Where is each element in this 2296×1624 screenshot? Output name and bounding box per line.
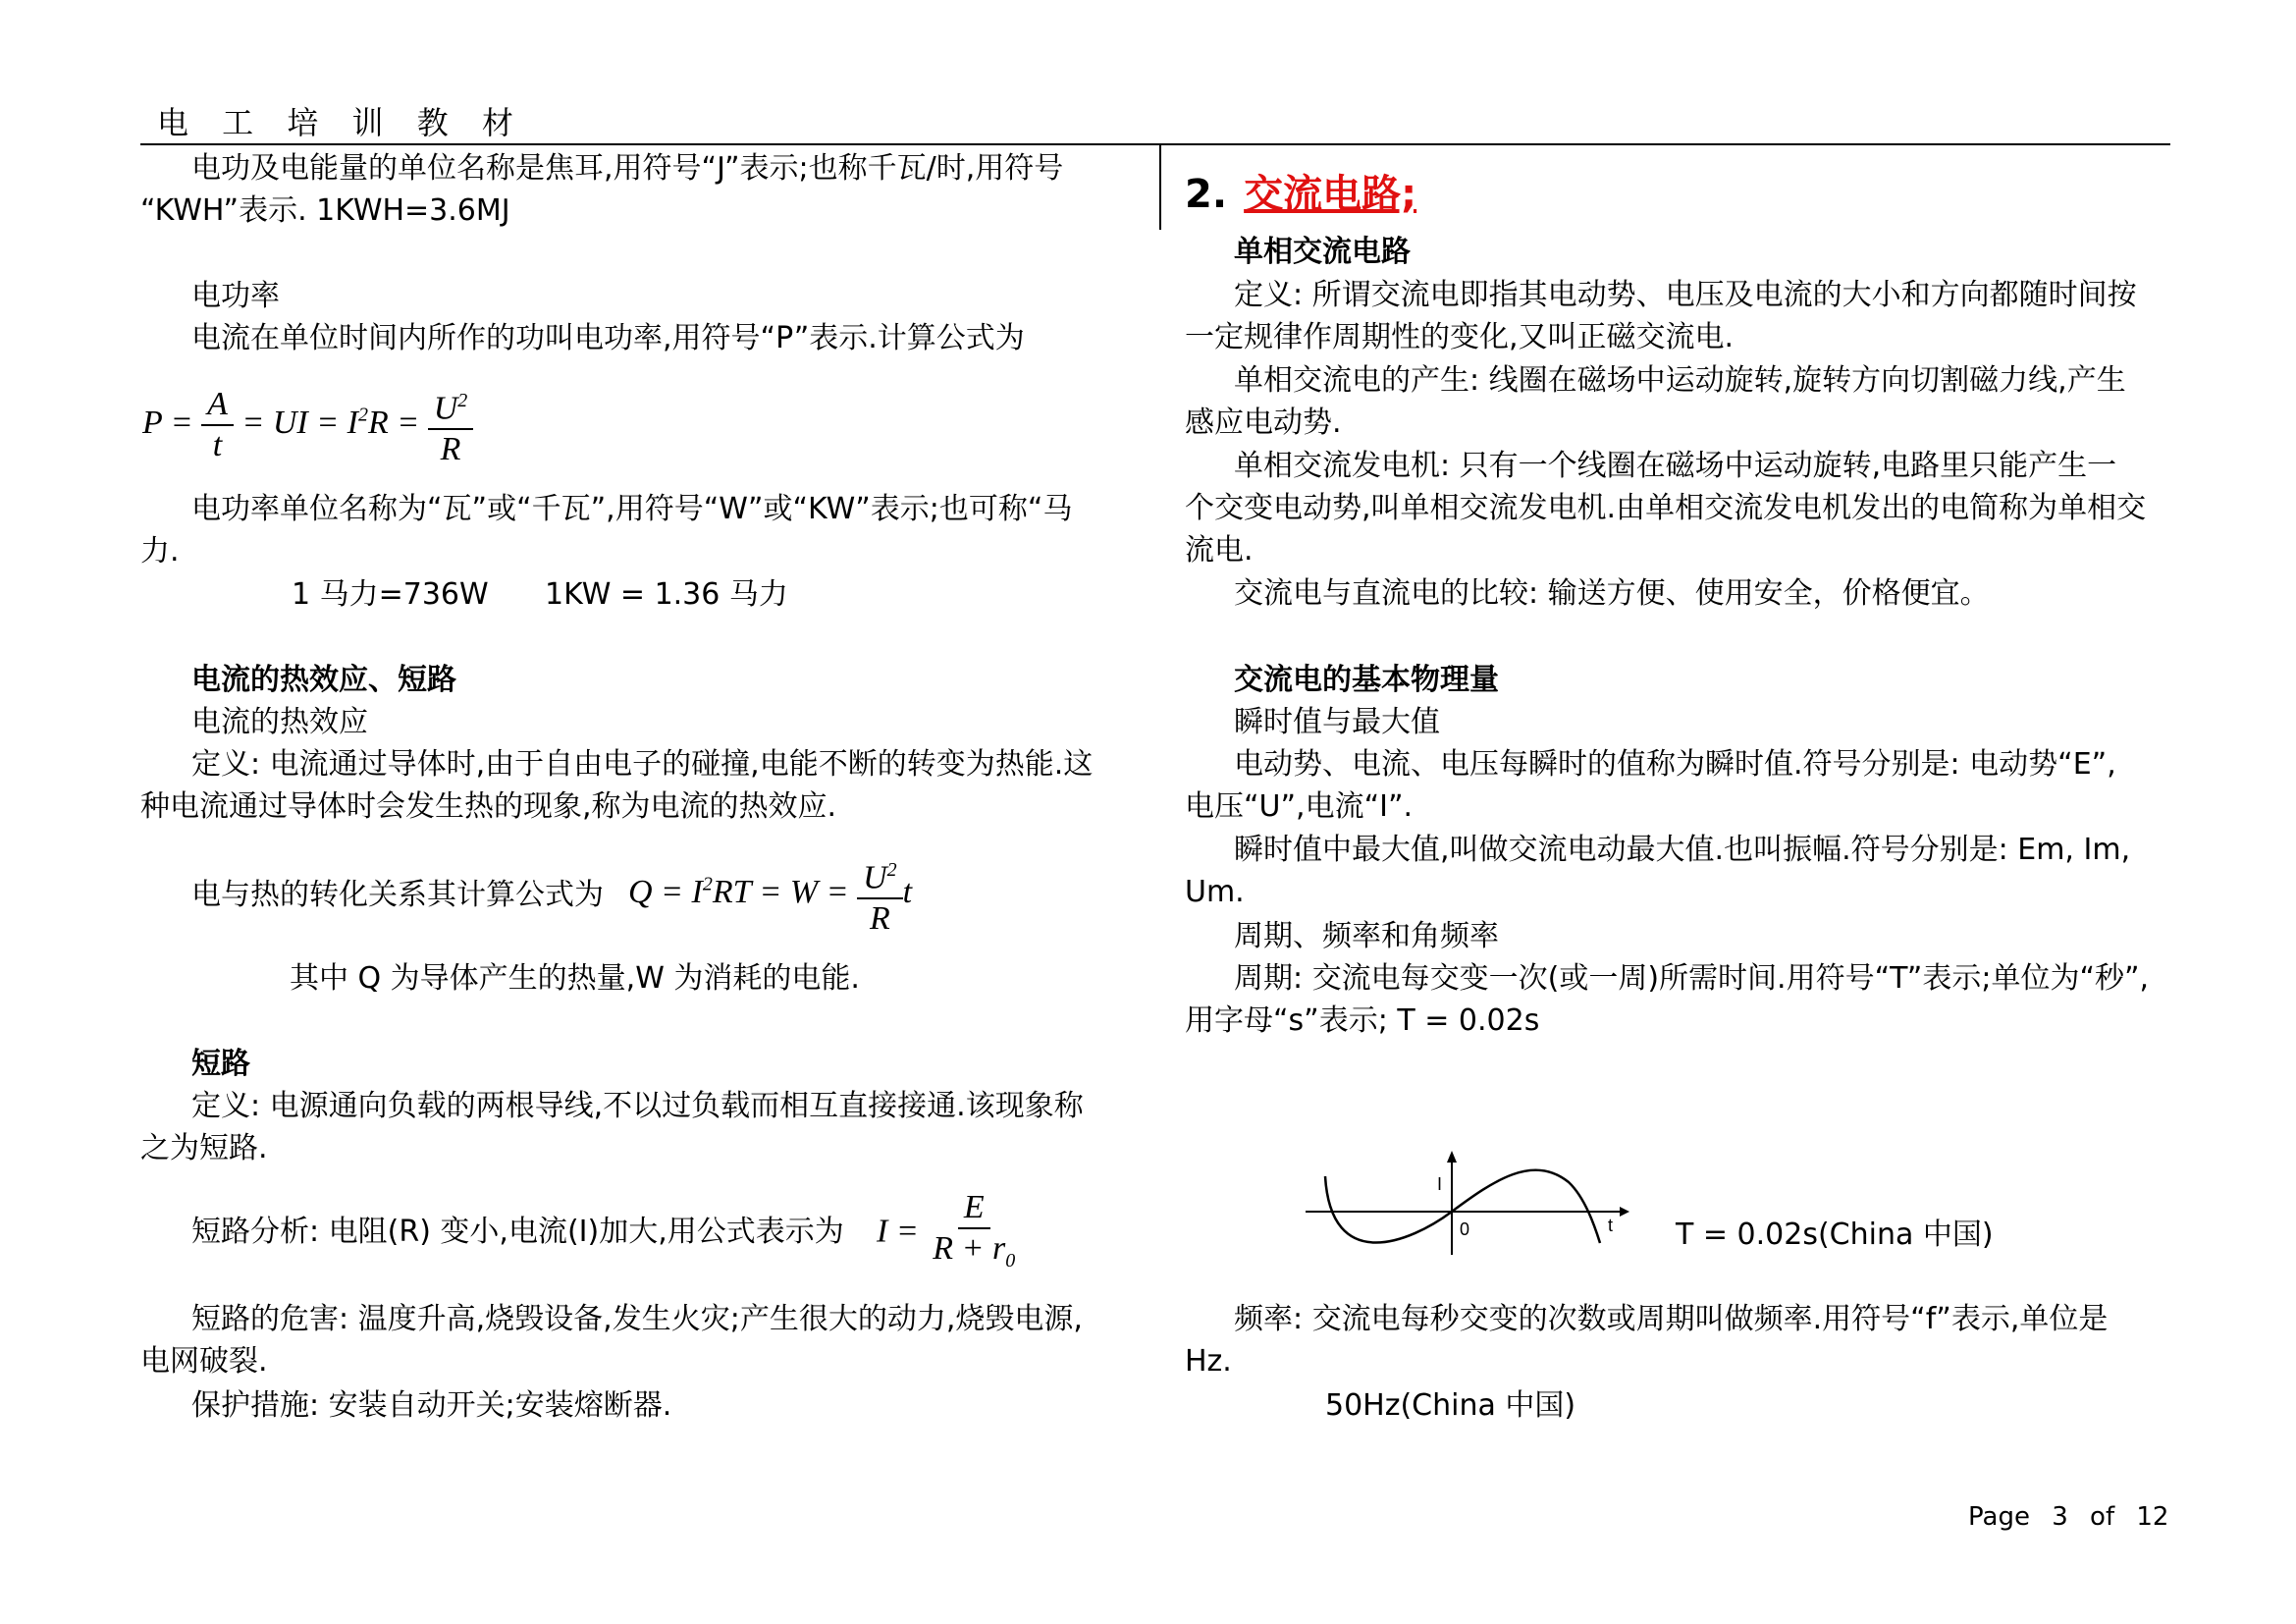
short-analysis: 短路分析: 电阻(R) 变小,电流(I)加大,用公式表示为 — [191, 1215, 844, 1249]
heat-formula-label: 电与热的转化关系其计算公式为 — [191, 878, 604, 912]
page-header-title: 电 工 培 训 教 材 — [157, 104, 525, 141]
max-value-line-1: 瞬时值中最大值,叫做交流电动最大值.也叫振幅.符号分别是: Em, Im, — [1234, 833, 2131, 867]
ac-generation-line-2: 感应电动势. — [1185, 406, 1342, 440]
heat-subtitle: 电流的热效应 — [191, 705, 368, 739]
short-harm-line-1: 短路的危害: 温度升高,烧毁设备,发生火灾;产生很大的动力,烧毁电源, — [191, 1302, 1083, 1336]
frequency-line-1: 频率: 交流电每秒交变的次数或周期叫做频率.用符号“f”表示,单位是 — [1234, 1302, 2109, 1336]
origin-label: 0 — [1460, 1219, 1470, 1239]
page-label: Page — [1968, 1502, 2030, 1532]
power-definition: 电流在单位时间内所作的功叫电功率,用符号“P”表示.计算公式为 — [191, 321, 1025, 355]
column-divider — [1159, 145, 1161, 230]
section-heading — [1185, 163, 1416, 219]
period-line-2: 用字母“s”表示; T = 0.02s — [1185, 1003, 1540, 1038]
short-harm-line-2: 电网破裂. — [140, 1344, 268, 1379]
heat-formula: $Q = I^2RT = W$ = $\frac{U^2}{R}$ t — [628, 850, 912, 939]
current-page: 3 — [2052, 1502, 2068, 1532]
heat-note: 其中 Q 为导体产生的热量,W 为消耗的电能. — [290, 961, 860, 996]
generator-line-2: 个交变电动势,叫单相交流发电机.由单相交流发电机发出的电简称为单相交 — [1185, 491, 2147, 525]
power-unit-line-1: 电功率单位名称为“瓦”或“千瓦”,用符号“W”或“KW”表示;也可称“马 — [191, 492, 1073, 526]
energy-unit-line-1: 电功及电能量的单位名称是焦耳,用符号“J”表示;也称千瓦/时,用符号 — [191, 151, 1064, 186]
of-label: of — [2090, 1502, 2115, 1532]
heat-definition-line-2: 种电流通过导体时会发生热的现象,称为电流的热效应. — [140, 789, 837, 824]
ac-definition-line-2: 一定规律作周期性的变化,又叫正磁交流电. — [1185, 320, 1735, 354]
short-definition-line-1: 定义: 电源通向负载的两根导线,不以过负载而相互直接接通.该现象称 — [191, 1089, 1084, 1123]
power-title: 电功率 — [191, 279, 280, 313]
short-current-formula: I = $\frac{E}{R + r_0}$ — [877, 1189, 1016, 1272]
header-rule — [140, 143, 2170, 145]
frequency-line-2: Hz. — [1185, 1344, 1232, 1379]
energy-unit-line-2: “KWH”表示. 1KWH=3.6MJ — [140, 193, 510, 228]
power-formula: P = $\frac{A}{t}$ = UI = $I^2R$ = $\frac{U^2}{R}$ — [142, 381, 473, 469]
time-label: t — [1608, 1216, 1614, 1235]
time-axis-arrow — [1620, 1207, 1629, 1217]
instant-value-line-2: 电压“U”,电流“I”. — [1185, 789, 1414, 824]
total-pages: 12 — [2136, 1502, 2169, 1532]
horsepower-equation: 1 马力=736W — [292, 577, 489, 612]
period-line-1: 周期: 交流电每交变一次(或一周)所需时间.用符号“T”表示;单位为“秒”, — [1234, 961, 2150, 996]
ac-generation-line-1: 单相交流电的产生: 线圈在磁场中运动旋转,旋转方向切割磁力线,产生 — [1234, 363, 2126, 398]
power-unit-line-2: 力. — [140, 534, 180, 568]
sine-wave-diagram — [1296, 1149, 1629, 1257]
single-phase-heading: 单相交流电路 — [1234, 235, 1411, 269]
heat-definition-line-1: 定义: 电流通过导体时,由于自由电子的碰撞,电能不断的转变为热能.这 — [191, 747, 1094, 782]
instant-max-title: 瞬时值与最大值 — [1234, 705, 1440, 739]
basic-quantities-heading: 交流电的基本物理量 — [1234, 663, 1499, 697]
short-circuit-heading: 短路 — [191, 1047, 250, 1081]
ac-definition-line-1: 定义: 所谓交流电即指其电动势、电压及电流的大小和方向都随时间按 — [1234, 278, 2137, 312]
period-frequency-title: 周期、频率和角频率 — [1234, 919, 1499, 953]
generator-line-1: 单相交流发电机: 只有一个线圈在磁场中运动旋转,电路里只能产生一 — [1234, 449, 2117, 483]
value-axis-arrow — [1447, 1151, 1457, 1163]
max-value-line-2: Um. — [1185, 875, 1245, 909]
generator-line-3: 流电. — [1185, 533, 1254, 568]
ac-dc-comparison: 交流电与直流电的比较: 输送方便、使用安全，价格便宜。 — [1234, 576, 1990, 611]
waveform-caption: T = 0.02s(China 中国) — [1676, 1218, 1994, 1252]
frequency-value: 50Hz(China 中国) — [1325, 1388, 1576, 1423]
current-axis-label: I — [1437, 1174, 1443, 1194]
short-definition-line-2: 之为短路. — [140, 1131, 268, 1165]
instant-value-line-1: 电动势、电流、电压每瞬时的值称为瞬时值.符号分别是: 电动势“E”, — [1234, 747, 2116, 782]
page-number — [1968, 1502, 2168, 1532]
protection-measures: 保护措施: 安装自动开关;安装熔断器. — [191, 1388, 672, 1423]
heat-heading: 电流的热效应、短路 — [191, 663, 456, 697]
section-number: 2. — [1185, 172, 1228, 217]
section-title: 交流电路; — [1244, 172, 1417, 217]
kilowatt-equation: 1KW = 1.36 马力 — [545, 577, 788, 612]
